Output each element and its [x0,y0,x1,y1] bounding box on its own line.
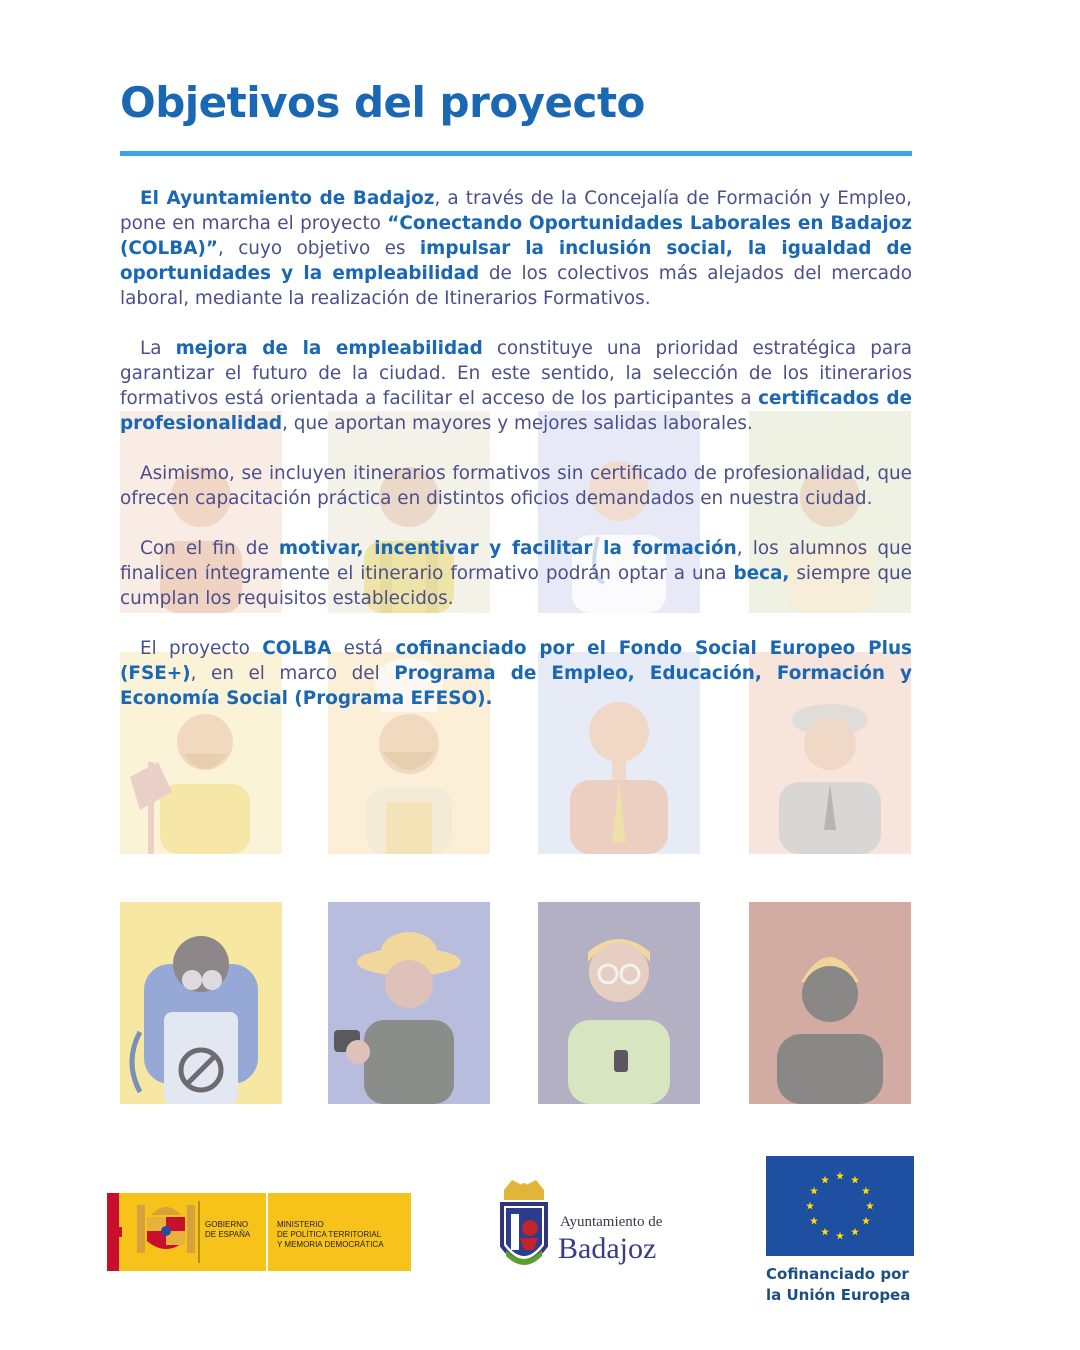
gobierno-espana-logo [107,1193,411,1271]
highlight-text: Programa de Empleo, Educación, Formación y Economía Social (Programa EFESO). [120,663,912,709]
paragraph-intro [120,186,912,311]
highlight-text: beca, [733,563,790,584]
ministerio-label-3: Y MEMORIA DEMOCRÁTICA [277,1240,384,1249]
paragraph-itinerarios [120,461,912,511]
highlight-text: “Conectando Oportunidades Laborales en Badajoz (COLBA)” [120,213,912,259]
body-text [120,186,912,736]
highlight-text: certificados de profesionalidad [120,388,912,434]
eu-cofinanciado-caption [766,1264,926,1306]
paragraph-text: Asimismo, se incluyen itinerarios formativos sin certificado de profesionalidad, que ofrecen capacitación práctica en distintos oficios demandados en nuestra ciudad. [120,463,912,509]
person-silhouette-illustration-tile [749,902,911,1104]
highlight-text: cofinanciado por el Fondo Social Europeo Plus (FSE+) [120,638,912,684]
eu-caption-line-2: la Unión Europea [766,1286,911,1304]
badajoz-crest-icon [502,1180,546,1265]
highlight-text: El Ayuntamiento de Badajoz [140,188,435,209]
paragraph-text: de los colectivos más alejados del mercado laboral, mediante la realización de Itinerarios Formativos. [120,263,912,309]
highlight-text: motivar, incentivar y facilitar la formación [278,538,737,559]
paragraph-empleabilidad [120,336,912,436]
paragraph-text: , a través de la Concejalía de Formación y Empleo, pone en marcha el proyecto [120,188,912,234]
highlight-text: mejora de la empleabilidad [175,338,483,359]
paragraph-text: siempre que cumplan los requisitos establecidos. [120,563,912,609]
paragraph-text: Con el fin de [140,538,279,559]
page-title: Objetivos del proyecto [120,78,645,127]
farmer-woman-illustration-tile [328,902,490,1104]
paragraph-text: constituye una prioridad estratégica para garantizar el futuro de la ciudad. En este sentido, la selección de los itinerarios formativos está orientada a facilitar el acceso de los participantes a [120,338,912,409]
young-man-glasses-illustration-tile [538,902,700,1104]
highlight-text: impulsar la inclusión social, la igualdad de oportunidades y la empleabilidad [120,238,912,284]
gobierno-label-2: DE ESPAÑA [205,1230,251,1239]
gas-mask-worker-illustration-tile [120,902,282,1104]
ayuntamiento-badajoz-logo [498,1176,698,1278]
paragraph-cofinanciacion [120,636,912,711]
eu-caption-line-1: Cofinanciado por [766,1265,909,1283]
paragraph-beca [120,536,912,611]
paragraph-text: El proyecto [140,638,263,659]
paragraph-text: , que aportan mayores y mejores salidas laborales. [282,413,753,434]
ministerio-label-2: DE POLÍTICA TERRITORIAL [277,1230,382,1239]
gobierno-label-1: GOBIERNO [205,1220,249,1229]
paragraph-text: , cuyo objetivo es [218,238,420,259]
paragraph-text: La [140,338,176,359]
badajoz-label: Badajoz [558,1232,657,1265]
paragraph-text: , los alumnos que finalicen íntegramente el itinerario formativo podrán optar a una [120,538,912,584]
highlight-text: COLBA [262,638,332,659]
eu-flag-logo [766,1156,914,1256]
ayuntamiento-label: Ayuntamiento de [560,1214,663,1230]
paragraph-text: , en el marco del [190,663,395,684]
paragraph-text: está [331,638,396,659]
ministerio-label-1: MINISTERIO [277,1220,324,1229]
